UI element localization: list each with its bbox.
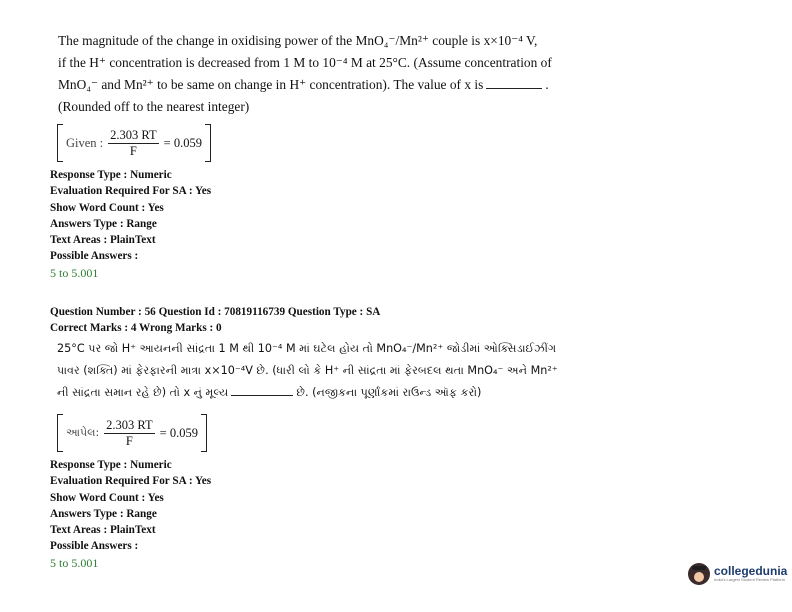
q55-line-3-end: .: [545, 77, 549, 92]
fraction-numerator: 2.303 RT: [106, 417, 153, 432]
given-label: Given :: [66, 135, 104, 150]
bracket-right: [205, 124, 211, 162]
question-55-text: [58, 30, 748, 118]
logo-tagline: India's Largest Student Review Platform: [714, 577, 786, 582]
answer-blank: [231, 395, 293, 396]
logo-text: [714, 565, 787, 583]
given-label: આપેલ:: [66, 426, 100, 439]
q56-line-1: 25°C પર જો H⁺ આયનની સાંદ્રતા 1 M થી 10⁻⁴ M માં ઘટેલ હોય તો MnO₄⁻/Mn²⁺ જોડીમાં ઓક્સિડાઈઝીંગ: [57, 342, 557, 355]
fraction-denominator: F: [125, 433, 133, 448]
q56-header: [50, 304, 380, 337]
marks-line: Correct Marks : 4 Wrong Marks : 0: [50, 322, 222, 335]
possible-answers: Possible Answers :: [50, 540, 139, 553]
q56-given-formula: [57, 414, 207, 452]
fraction-value: = 0.059: [163, 135, 202, 150]
q56-line-3: [57, 382, 757, 404]
show-word-count: Show Word Count : Yes: [50, 201, 164, 214]
possible-answers: Possible Answers :: [50, 250, 139, 263]
q56-metadata: [50, 457, 211, 571]
fraction: [108, 128, 158, 159]
q55-metadata: [50, 167, 211, 281]
show-word-count: Show Word Count : Yes: [50, 491, 164, 504]
answers-type: Answers Type : Range: [50, 507, 157, 520]
text-areas: Text Areas : PlainText: [50, 524, 156, 537]
bracket-left: [57, 414, 63, 452]
collegedunia-logo[interactable]: [688, 563, 787, 585]
bracket-left: [57, 124, 63, 162]
logo-name: collegedunia: [714, 564, 788, 578]
q55-line-2: if the H⁺ concentration is decreased from 1 M to 10⁻⁴ M at 25°C. (Assume concentration of: [58, 55, 552, 70]
evaluation-required: Evaluation Required For SA : Yes: [50, 185, 212, 198]
q55-line-4: (Rounded off to the nearest integer): [58, 99, 250, 114]
response-type: Response Type : Numeric: [50, 169, 172, 181]
question-number-line: Question Number : 56 Question Id : 70819116739 Question Type : SA: [50, 306, 381, 318]
answer-value: 5 to 5.001: [50, 555, 99, 570]
evaluation-required: Evaluation Required For SA : Yes: [50, 475, 212, 488]
fraction-value: = 0.059: [159, 425, 198, 440]
fraction-denominator: F: [129, 143, 137, 158]
q55-line-3-text: MnO₄⁻ and Mn²⁺ to be same on change in H⁺ concentration). The value of x is: [58, 77, 484, 92]
q56-line-3-text: ની સાંદ્રતા સમાન રહે છે) તો x નું મૂલ્ય: [57, 386, 229, 399]
q56-line-3-end: છે. (નજીકના પૂર્ણાંકમાં રાઉન્ડ ઑફ કરો): [296, 386, 482, 399]
fraction: [104, 418, 154, 449]
q55-line-1: The magnitude of the change in oxidising power of the MnO₄⁻/Mn²⁺ couple is x×10⁻⁴ V,: [58, 33, 538, 48]
answer-value: 5 to 5.001: [50, 265, 99, 280]
response-type: Response Type : Numeric: [50, 459, 172, 471]
q55-given-formula: [57, 124, 211, 162]
bracket-right: [201, 414, 207, 452]
q56-line-2: પાવર (શક્તિ) માં ફેરફારની માત્રા x×10⁻⁴V છે. (ધારી લો કે H⁺ ની સાંદ્રતા માં ફેરબદલ થતા MnO₄⁻ અને Mn²⁺: [57, 364, 558, 377]
question-56-text: [57, 338, 757, 404]
text-areas: Text Areas : PlainText: [50, 234, 156, 247]
q55-line-3: [58, 74, 748, 96]
graduate-avatar-icon: [688, 563, 710, 585]
answer-blank: [486, 88, 542, 89]
answers-type: Answers Type : Range: [50, 217, 157, 230]
fraction-numerator: 2.303 RT: [110, 127, 157, 142]
